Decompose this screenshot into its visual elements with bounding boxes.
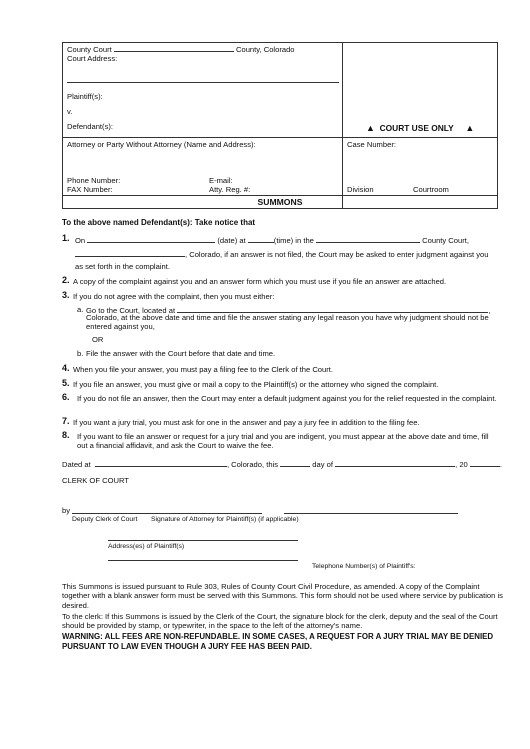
caption-rule-2 (62, 195, 498, 196)
item-2-text: A copy of the complaint against you and an answer form which you must use if you file an answer are attached. (73, 277, 447, 286)
clerk-note: To the clerk: If this Summons is issued by the Clerk of the Court, the signature block for the clerk, deputy and the seal of the Court should be provided by stamp, or typewriter, in the space to the left of the attorney's name. (62, 612, 498, 631)
item-5-number: 5. (62, 378, 70, 388)
plaintiffs-label: Plaintiff(s): (67, 92, 103, 101)
fax-label: FAX Number: (67, 185, 113, 194)
item-1-on: On (75, 236, 86, 245)
deputy-clerk-label: Deputy Clerk of Court (72, 516, 138, 523)
year-field[interactable] (470, 459, 503, 469)
item-3b-label: b. (77, 349, 84, 358)
court-address-field[interactable] (67, 82, 339, 83)
item-4-number: 4. (62, 363, 70, 373)
dated-city-field[interactable] (95, 459, 227, 467)
courtroom-label: Courtroom (413, 185, 449, 194)
rule-note: This Summons is issued pursuant to Rule 303, Rules of County Court Civil Procedure, as amended. A copy of the Complaint together with a blank answer form must be served with this Summons. This form should not be used where service by publication is desired. (62, 582, 503, 610)
dated-line (62, 459, 502, 469)
item-8-number: 8. (62, 430, 70, 440)
county-court-field[interactable] (114, 44, 234, 52)
item-3a-line-1: Go to the Court, located at , (86, 306, 491, 315)
attorney-signature-line[interactable] (284, 513, 458, 514)
clerk-of-court-label: CLERK OF COURT (62, 476, 129, 485)
attorney-signature-label: Signature of Attorney for Plaintiff(s) (if applicable) (151, 516, 299, 523)
item-1-line-2 (75, 249, 489, 259)
item-3-text: If you do not agree with the complaint, then you must either: (73, 292, 275, 301)
colorado-this-label: , Colorado, this (226, 460, 279, 469)
email-label: E-mail: (209, 176, 233, 185)
triangle-up-icon: ▲ (465, 123, 475, 133)
item-3a-go: Go to the Court, located at (86, 306, 176, 315)
intro-text: To the above named Defendant(s): Take notice that (62, 218, 256, 227)
item-1-number: 1. (62, 233, 70, 243)
month-field[interactable] (335, 459, 455, 467)
by-label: by (62, 506, 71, 515)
court-location-field[interactable] (177, 305, 488, 313)
dated-at-label: Dated at (62, 460, 91, 469)
address-line[interactable] (108, 540, 298, 541)
atty-reg-label: Atty. Reg. #: (209, 185, 251, 194)
court-line (67, 44, 295, 54)
item-7-number: 7. (62, 416, 70, 426)
item-7-text: If you want a jury trial, you must ask for one in the answer and pay a jury fee in addition to the filing fee. (73, 418, 420, 427)
item-6-text: If you do not file an answer, then the Court may enter a default judgment against you for the relief requested in the complaint. (77, 394, 497, 403)
item-1-line-2-text: , Colorado, if an answer is not filed, the Court may be asked to enter judgment against you (185, 250, 489, 259)
court-use-only (366, 123, 474, 133)
item-3b-text: File the answer with the Court before that date and time. (86, 349, 276, 358)
caption-divider (342, 42, 343, 209)
item-8-text: If you want to file an answer or request for a jury trial and you are indigent, you must appear at the above date and time, fill out a financial affidavit, and ask the Court to waive the fee. (77, 432, 489, 451)
court-use-only-label: COURT USE ONLY (379, 123, 454, 133)
division-label: Division (347, 185, 374, 194)
time-field[interactable] (248, 235, 274, 243)
day-field[interactable] (280, 459, 310, 467)
item-6-number: 6. (62, 392, 70, 402)
item-1-date-label: (date) at (217, 236, 246, 245)
item-1-county-label: County Court, (422, 236, 469, 245)
attorney-label: Attorney or Party Without Attorney (Name and Address): (67, 140, 256, 149)
summons-title: SUMMONS (257, 197, 303, 207)
caption-rule-1 (62, 137, 498, 138)
court-label: County Court (67, 45, 112, 54)
item-3-or: OR (92, 335, 104, 344)
item-1-line-3: as set forth in the complaint. (75, 262, 170, 271)
triangle-up-icon: ▲ (366, 123, 375, 133)
versus-label: v. (67, 107, 73, 116)
year-label: , 20 (455, 460, 468, 469)
county-colorado-label: County, Colorado (236, 45, 295, 54)
phone-label: Phone Number: (67, 176, 121, 185)
day-of-label: day of (312, 460, 333, 469)
court-address-label: Court Address: (67, 54, 118, 63)
item-3a-text: Colorado, at the above date and time and file the answer stating any legal reason you have why judgment should not be entered against you, (86, 313, 489, 332)
date-field[interactable] (87, 235, 215, 243)
defendants-label: Defendant(s): (67, 122, 114, 131)
clerk-signature-line[interactable] (72, 513, 262, 514)
item-5-text: If you file an answer, you must give or mail a copy to the Plaintiff(s) or the attorney who signed the complaint. (73, 380, 439, 389)
telephone-label: Telephone Number(s) of Plaintiff's: (312, 563, 416, 570)
address-line-2[interactable] (108, 560, 298, 561)
item-3a-label: a. (77, 305, 84, 314)
city-field[interactable] (75, 249, 185, 257)
address-label: Address(es) of Plaintiff(s) (108, 543, 185, 550)
item-2-number: 2. (62, 275, 70, 285)
dated-period: . (499, 460, 503, 469)
case-number-label: Case Number: (347, 140, 396, 149)
item-4-text: When you file your answer, you must pay a filing fee to the Clerk of the Court. (73, 365, 334, 374)
warning-note: WARNING: ALL FEES ARE NON-REFUNDABLE. IN SOME CASES, A REQUEST FOR A JURY TRIAL MAY BE DENIED PURSUANT TO LAW EVEN THOUGH A JURY FEE HAS BEEN PAID. (62, 632, 494, 651)
item-3-number: 3. (62, 290, 70, 300)
item-1-time-label: (time) in the (273, 236, 314, 245)
county-field[interactable] (316, 235, 420, 243)
item-1-line-1 (75, 235, 469, 245)
